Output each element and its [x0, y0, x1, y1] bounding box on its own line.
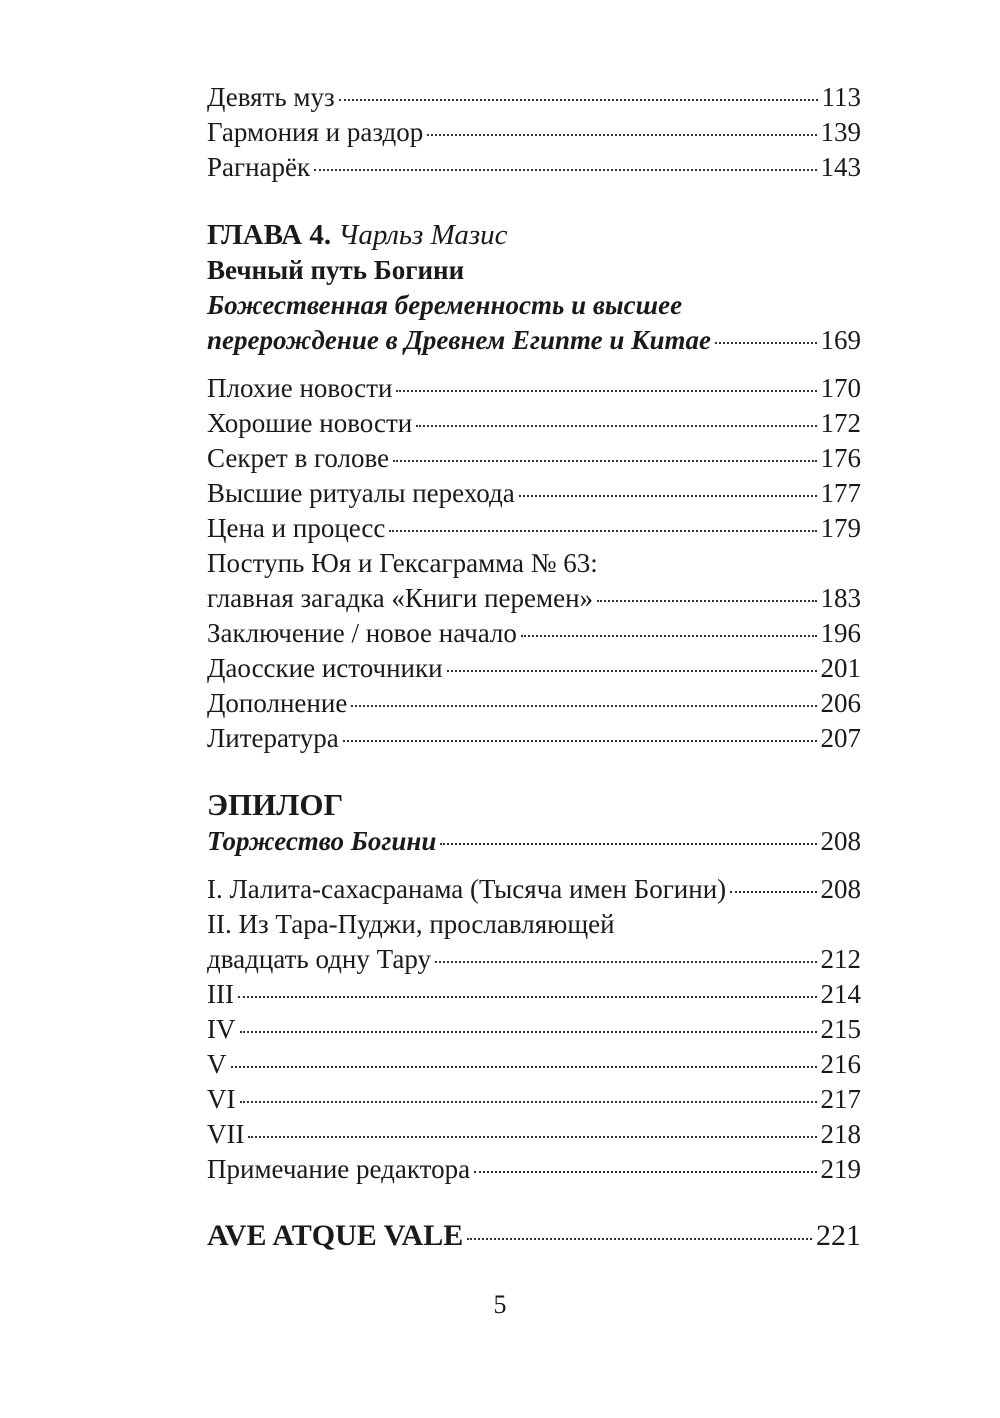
page-ref: 177 [820, 478, 861, 508]
chapter-label: ГЛАВА 4. [207, 219, 332, 251]
chapter-author: Чарльз Мазис [338, 219, 508, 251]
page-ref: 143 [820, 152, 861, 182]
page-ref: 214 [820, 979, 861, 1009]
page-ref: 217 [820, 1084, 861, 1114]
chapter-heading [207, 217, 861, 253]
final-entry[interactable]: AVE ATQUE VALE 221 [207, 1217, 861, 1255]
chapter-subtitle-line1: Божественная беременность и высшее [207, 290, 683, 320]
page-ref: 201 [820, 653, 861, 683]
toc-entry-line1[interactable]: II. Из Тара-Пуджи, прославляющей [207, 909, 615, 939]
dot-leader [393, 460, 816, 462]
dot-leader [343, 740, 817, 742]
toc-entry[interactable]: Цена и процесс 179 [207, 511, 861, 546]
dot-leader [396, 390, 816, 392]
dot-leader [248, 1136, 816, 1138]
dot-leader [314, 169, 816, 171]
dot-leader [447, 670, 817, 672]
toc-entry[interactable]: Девять муз 113 [207, 80, 861, 115]
dot-leader [435, 961, 816, 963]
page-ref: 170 [820, 373, 861, 403]
toc-entry[interactable]: I. Лалита-сахасранама (Тысяча имен Богини) 208 [207, 872, 861, 907]
toc-entry[interactable]: Даосские источники 201 [207, 651, 861, 686]
dot-leader [351, 705, 816, 707]
page-ref: 212 [820, 944, 861, 974]
toc-entry[interactable]: Примечание редактора 219 [207, 1152, 861, 1187]
dot-leader [521, 635, 817, 637]
page-ref: 207 [820, 723, 861, 753]
dot-leader [715, 342, 817, 344]
page-ref: 169 [820, 325, 861, 355]
page-ref: 113 [821, 82, 861, 112]
toc-entry[interactable]: Дополнение 206 [207, 686, 861, 721]
toc-entry[interactable]: VI 217 [207, 1082, 861, 1117]
chapter-title: Вечный путь Богини [207, 255, 465, 285]
toc-entry[interactable]: Хорошие новости 172 [207, 406, 861, 441]
dot-leader [597, 600, 816, 602]
toc-entry[interactable]: Плохие новости 170 [207, 371, 861, 406]
toc-entry[interactable]: Высшие ритуалы перехода 177 [207, 476, 861, 511]
chapter-subtitle-entry[interactable]: перерождение в Древнем Египте и Китае 169 [207, 323, 861, 358]
toc-entry-line1[interactable]: Поступь Юя и Гексаграмма № 63: [207, 548, 598, 578]
dot-leader [240, 1031, 817, 1033]
toc-entry[interactable]: VII 218 [207, 1117, 861, 1152]
dot-leader [730, 891, 816, 893]
dot-leader [519, 495, 817, 497]
page-ref: 176 [820, 443, 861, 473]
page-ref: 218 [820, 1119, 861, 1149]
toc-entry[interactable]: Заключение / новое начало 196 [207, 616, 861, 651]
toc-entry[interactable]: главная загадка «Книги перемен» 183 [207, 581, 861, 616]
page-ref: 221 [816, 1219, 861, 1252]
page-ref: 206 [820, 688, 861, 718]
page-ref: 172 [820, 408, 861, 438]
dot-leader [440, 843, 816, 845]
toc-entry[interactable]: III 214 [207, 977, 861, 1012]
toc-entry[interactable]: V 216 [207, 1047, 861, 1082]
dot-leader [416, 425, 816, 427]
page-ref: 215 [820, 1014, 861, 1044]
page-ref: 139 [820, 117, 861, 147]
toc-entry[interactable]: Литература 207 [207, 721, 861, 756]
toc-entry[interactable]: двадцать одну Тару 212 [207, 942, 861, 977]
dot-leader [427, 134, 816, 136]
dot-leader [467, 1238, 812, 1240]
page-ref: 219 [820, 1154, 861, 1184]
toc-entry[interactable]: Рагнарёк 143 [207, 150, 861, 185]
page-ref: 183 [820, 583, 861, 613]
dot-leader [238, 996, 817, 998]
epilogue-title-entry[interactable]: Торжество Богини 208 [207, 824, 861, 859]
page-ref: 196 [820, 618, 861, 648]
page-number: 5 [493, 1290, 507, 1319]
toc-entry[interactable]: Секрет в голове 176 [207, 441, 861, 476]
dot-leader [389, 530, 816, 532]
dot-leader [474, 1171, 816, 1173]
table-of-contents [207, 80, 861, 1255]
page-ref: 216 [820, 1049, 861, 1079]
dot-leader [240, 1101, 817, 1103]
toc-entry[interactable]: IV 215 [207, 1012, 861, 1047]
dot-leader [231, 1066, 817, 1068]
toc-entry[interactable]: Гармония и раздор 139 [207, 115, 861, 150]
page-ref: 208 [820, 826, 861, 856]
page-ref: 208 [820, 874, 861, 904]
page-ref: 179 [820, 513, 861, 543]
dot-leader [339, 99, 818, 101]
epilogue-heading: ЭПИЛОГ [207, 787, 344, 822]
